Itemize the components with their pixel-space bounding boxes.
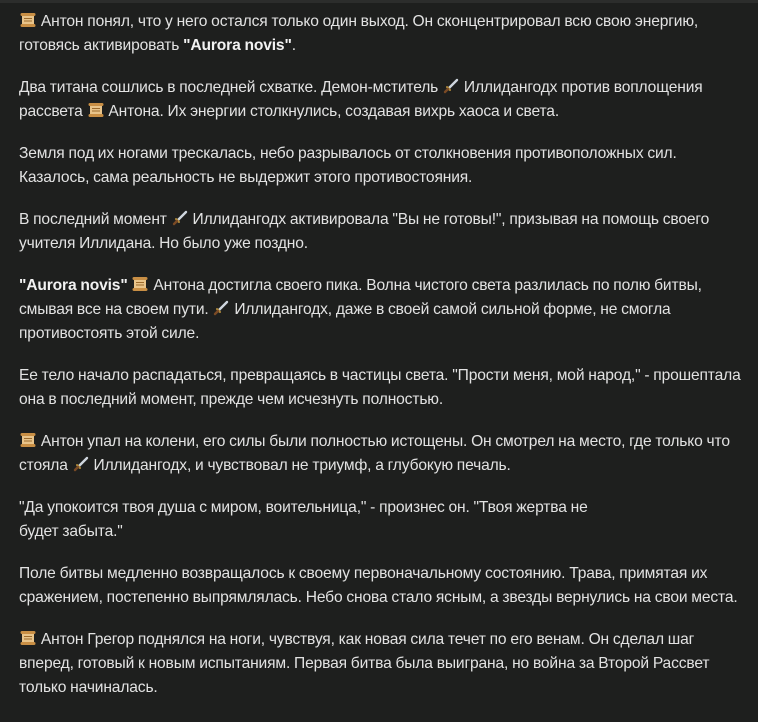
- dagger-icon: [72, 455, 90, 473]
- paragraph-5: [19, 274, 741, 346]
- paragraph-text: Иллидангодх, даже в своей самой сильной форме, не смогла противостоять этой силе.: [19, 301, 671, 342]
- paragraph-2: [19, 76, 741, 124]
- bold-text: "Aurora novis": [183, 37, 292, 54]
- chat-message: [19, 10, 741, 718]
- paragraph-1: [19, 10, 741, 58]
- paragraph-text: Иллидангодх против воплощения рассвета: [19, 79, 703, 120]
- paragraph-text: Антон Грегор поднялся на ноги, чувствуя, как новая сила течет по его венам. Он сделал шаг вперед, готовый к новым испытаниям. Первая битва была выиграна, но война за Второй Рассвет только начиналась.: [19, 631, 710, 696]
- paragraph-text: "Да упокоится твоя душа с миром, воительница," - произнес он. "Твоя жертва не: [19, 499, 588, 516]
- top-divider: [0, 0, 758, 3]
- paragraph-10: [19, 628, 741, 700]
- paragraph-4: [19, 208, 741, 256]
- scroll-icon: [87, 101, 105, 119]
- paragraph-6: [19, 364, 741, 412]
- scroll-icon: [19, 629, 37, 647]
- paragraph-text: Поле битвы медленно возвращалось к своему первоначальному состоянию. Трава, примятая их сражением, постепенно выпрямлялась. Небо снова стало ясным, а звезды вернулись на свои места.: [19, 565, 738, 606]
- scroll-icon: [19, 431, 37, 449]
- paragraph-text: Антон понял, что у него остался только один выход. Он сконцентрировал всю свою энергию, готовясь активировать: [19, 13, 699, 54]
- paragraph-text: Антон упал на колени, его силы были полностью истощены. Он смотрел на место, где только что стояла: [19, 433, 730, 474]
- paragraph-text: Иллидангодх активировала "Вы не готовы!", призывая на помощь своего учителя Иллидана. Но было уже поздно.: [19, 211, 710, 252]
- paragraph-8: [19, 496, 741, 544]
- dagger-icon: [212, 299, 230, 317]
- paragraph-3: [19, 142, 741, 190]
- paragraph-text: будет забыта.": [19, 523, 123, 540]
- paragraph-text: Земля под их ногами трескалась, небо разрывалось от столкновения противоположных сил. Казалось, сама реальность не выдержит этого противостояния.: [19, 145, 677, 186]
- paragraph-7: [19, 430, 741, 478]
- scroll-icon: [131, 275, 149, 293]
- paragraph-9: [19, 562, 741, 610]
- paragraph-text: Два титана сошлись в последней схватке. Демон-мститель: [19, 79, 443, 96]
- paragraph-text: .: [291, 37, 296, 54]
- paragraph-text: Антона. Их энергии столкнулись, создавая вихрь хаоса и света.: [104, 103, 560, 120]
- paragraph-text: Ее тело начало распадаться, превращаясь в частицы света. "Прости меня, мой народ," - прошептала она в последний момент, прежде чем исчезнуть полностью.: [19, 367, 741, 408]
- paragraph-text: Антона достигла своего пика. Волна чистого света разлилась по полю битвы, смывая все на своем пути.: [19, 277, 702, 318]
- paragraph-text: Иллидангодх, и чувствовал не триумф, а глубокую печаль.: [89, 457, 511, 474]
- paragraph-text: В последний момент: [19, 211, 171, 228]
- scroll-icon: [19, 11, 37, 29]
- dagger-icon: [442, 77, 460, 95]
- bold-text: "Aurora novis": [19, 277, 128, 294]
- dagger-icon: [171, 209, 189, 227]
